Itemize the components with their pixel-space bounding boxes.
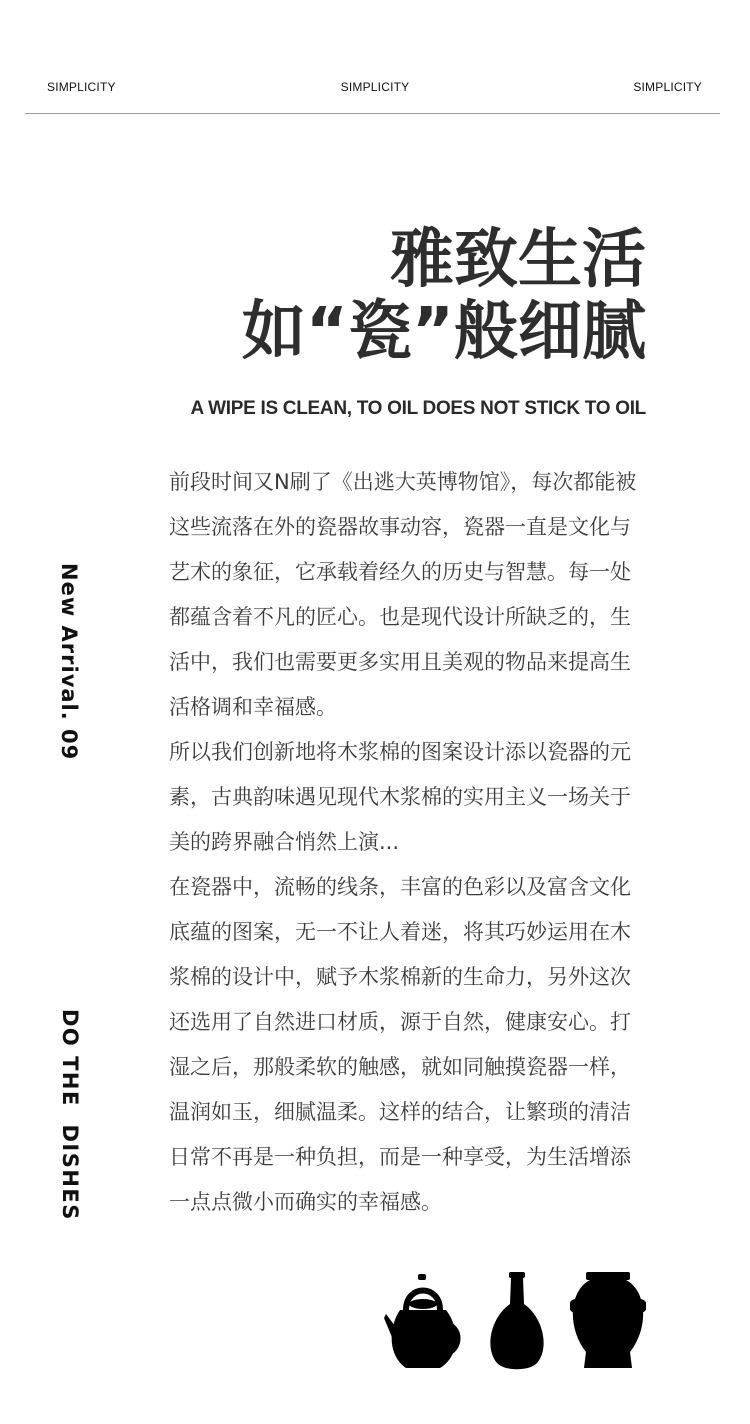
jar-icon xyxy=(570,1270,646,1372)
body-paragraph-2: 所以我们创新地将木浆棉的图案设计添以瓷器的元素，古典韵味遇见现代木浆棉的实用主义一场关于美的跨界融合悄然上演... xyxy=(169,740,631,854)
title-line-1: 雅致生活 xyxy=(390,223,646,297)
vase-icon xyxy=(486,1270,548,1372)
header-label-left: SIMPLICITY xyxy=(47,80,116,94)
porcelain-icons xyxy=(380,1270,650,1380)
side-label-dishes: DO THE DISHES xyxy=(58,1009,82,1221)
subtitle: A WIPE IS CLEAN, TO OIL DOES NOT STICK TO OIL xyxy=(190,398,646,419)
teapot-icon xyxy=(384,1270,462,1372)
side-label-arrival: New Arrival. 09 xyxy=(57,563,81,761)
header-label-center: SIMPLICITY xyxy=(340,80,410,94)
body-paragraph-3: 在瓷器中，流畅的线条，丰富的色彩以及富含文化底蕴的图案，无一不让人着迷，将其巧妙运用在木浆棉的设计中，赋予木浆棉新的生命力，另外这次还选用了自然进口材质，源于自然，健康安心。打湿之后，那般柔软的触感，就如同触摸瓷器一样，温润如玉，细腻温柔。这样的结合，让繁琐的清洁日常不再是一种负担，而是一种享受，为生活增添一点点微小而确实的幸福感。 xyxy=(169,875,631,1214)
header-divider xyxy=(25,113,720,114)
body-text xyxy=(169,460,649,1225)
header-label-right: SIMPLICITY xyxy=(633,80,702,94)
body-paragraph-1: 前段时间又N刷了《出逃大英博物馆》，每次都能被这些流落在外的瓷器故事动容，瓷器一直是文化与艺术的象征，它承载着经久的历史与智慧。每一处都蕴含着不凡的匠心。也是现代设计所缺乏的，生活中，我们也需要更多实用且美观的物品来提高生活格调和幸福感。 xyxy=(169,470,637,719)
title-line-2: 如“瓷”般细腻 xyxy=(241,295,646,369)
